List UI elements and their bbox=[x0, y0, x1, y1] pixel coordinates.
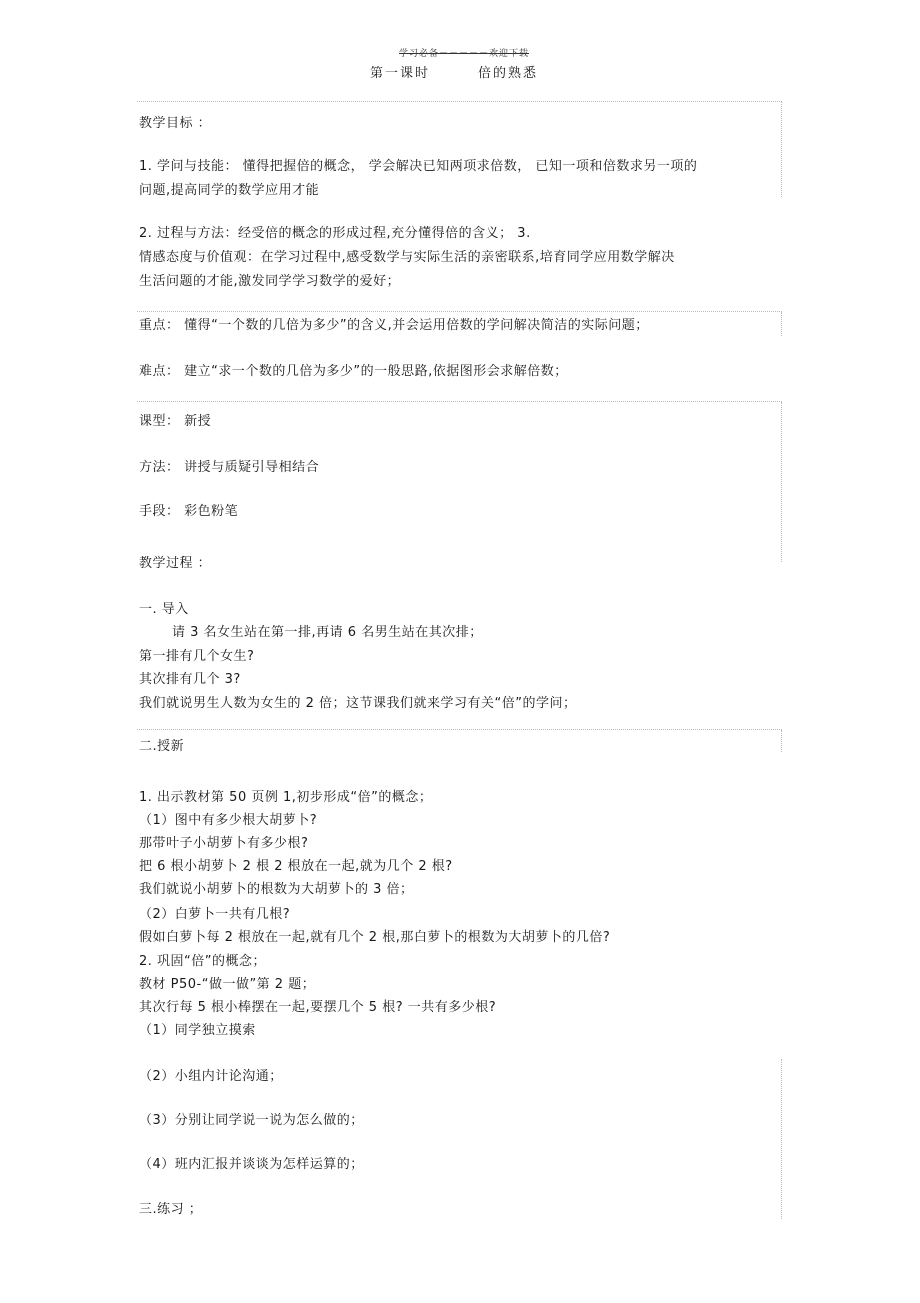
objective-attitude-cont: 生活问题的才能,激发同学学习数学的爱好； bbox=[139, 274, 401, 289]
teaching-method: 方法： 讲授与质疑引导相结合 bbox=[139, 460, 320, 475]
step-1: （1）同学独立摸索 bbox=[139, 1023, 256, 1038]
intro-line-1: 请 3 名女生站在第一排,再请 6 名男生站在其次排； bbox=[172, 625, 483, 640]
consolidate-line-2: 其次行每 5 根小棒摆在一起,要摆几个 5 根? 一共有多少根? bbox=[139, 1000, 497, 1015]
step-3: （3）分别让同学说一说为怎么做的； bbox=[139, 1113, 364, 1128]
difficult-point: 难点： 建立“求一个数的几倍为多少”的一般思路,依据图形会求解倍数； bbox=[139, 364, 568, 379]
new-line-7: 假如白萝卜每 2 根放在一起,就有几个 2 根,那白萝卜的根数为大胡萝卜的几倍? bbox=[139, 930, 611, 945]
step-2: （2）小组内计论沟通； bbox=[139, 1069, 283, 1084]
consolidate-heading: 2. 巩固“倍”的概念； bbox=[139, 954, 267, 969]
section-new-heading: 二.授新 bbox=[139, 739, 185, 754]
new-line-4: 把 6 根小胡萝卜 2 根 2 根放在一起,就为几个 2 根? bbox=[139, 859, 453, 874]
lesson-label: 第一课时 bbox=[370, 66, 431, 81]
step-4: （4）班内汇报并谈谈为怎样运算的； bbox=[139, 1157, 364, 1172]
new-line-3: 那带叶子小胡萝卜有多少根? bbox=[139, 836, 309, 851]
objective-process: 2. 过程与方法：经受倍的概念的形成过程,充分懂得倍的含义； 3. bbox=[139, 226, 531, 241]
new-line-1: 1. 出示教材第 50 页例 1,初步形成“倍”的概念； bbox=[139, 790, 433, 805]
key-point: 重点： 懂得“一个数的几倍为多少”的含义,并会运用倍数的学问解决简洁的实际问题； bbox=[139, 318, 649, 333]
section-practice-heading: 三.练习 ； bbox=[139, 1202, 203, 1217]
objective-knowledge-cont: 问题,提高同学的数学应用才能 bbox=[139, 183, 320, 198]
new-line-2: （1）图中有多少根大胡萝卜? bbox=[139, 813, 318, 828]
page-title bbox=[370, 62, 538, 81]
intro-line-3: 其次排有几个 3? bbox=[139, 672, 241, 687]
new-teaching-box bbox=[137, 729, 782, 752]
intro-line-2: 第一排有几个女生? bbox=[139, 649, 255, 664]
topic-label: 倍的熟悉 bbox=[478, 66, 539, 81]
intro-line-4: 我们就说男生人数为女生的 2 倍；这节课我们就来学习有关“倍”的学问； bbox=[139, 696, 577, 711]
process-heading: 教学过程 ： bbox=[139, 556, 212, 571]
objective-attitude: 情感态度与价值观：在学习过程中,感受数学与实际生活的亲密联系,培育同学应用数学解决 bbox=[139, 250, 675, 265]
new-line-5: 我们就说小胡萝卜的根数为大胡萝卜的 3 倍； bbox=[139, 882, 414, 897]
objectives-heading: 教学目标 ： bbox=[139, 116, 212, 131]
lesson-type: 课型： 新授 bbox=[139, 414, 212, 429]
lesson-info-box bbox=[137, 401, 782, 562]
new-line-6: （2）白萝卜一共有几根? bbox=[139, 907, 291, 922]
section-intro-heading: 一. 导入 bbox=[139, 602, 189, 617]
header-note: 学习必备－－－－－欢迎下载 bbox=[399, 49, 530, 59]
teaching-means: 手段： 彩色粉笔 bbox=[139, 504, 239, 519]
consolidate-line-1: 教材 P50-“做一做”第 2 题； bbox=[139, 977, 316, 992]
objective-knowledge: 1. 学问与技能： 懂得把握倍的概念， 学会解决已知两项求倍数， 已知一项和倍数求另一项的 bbox=[139, 159, 698, 174]
